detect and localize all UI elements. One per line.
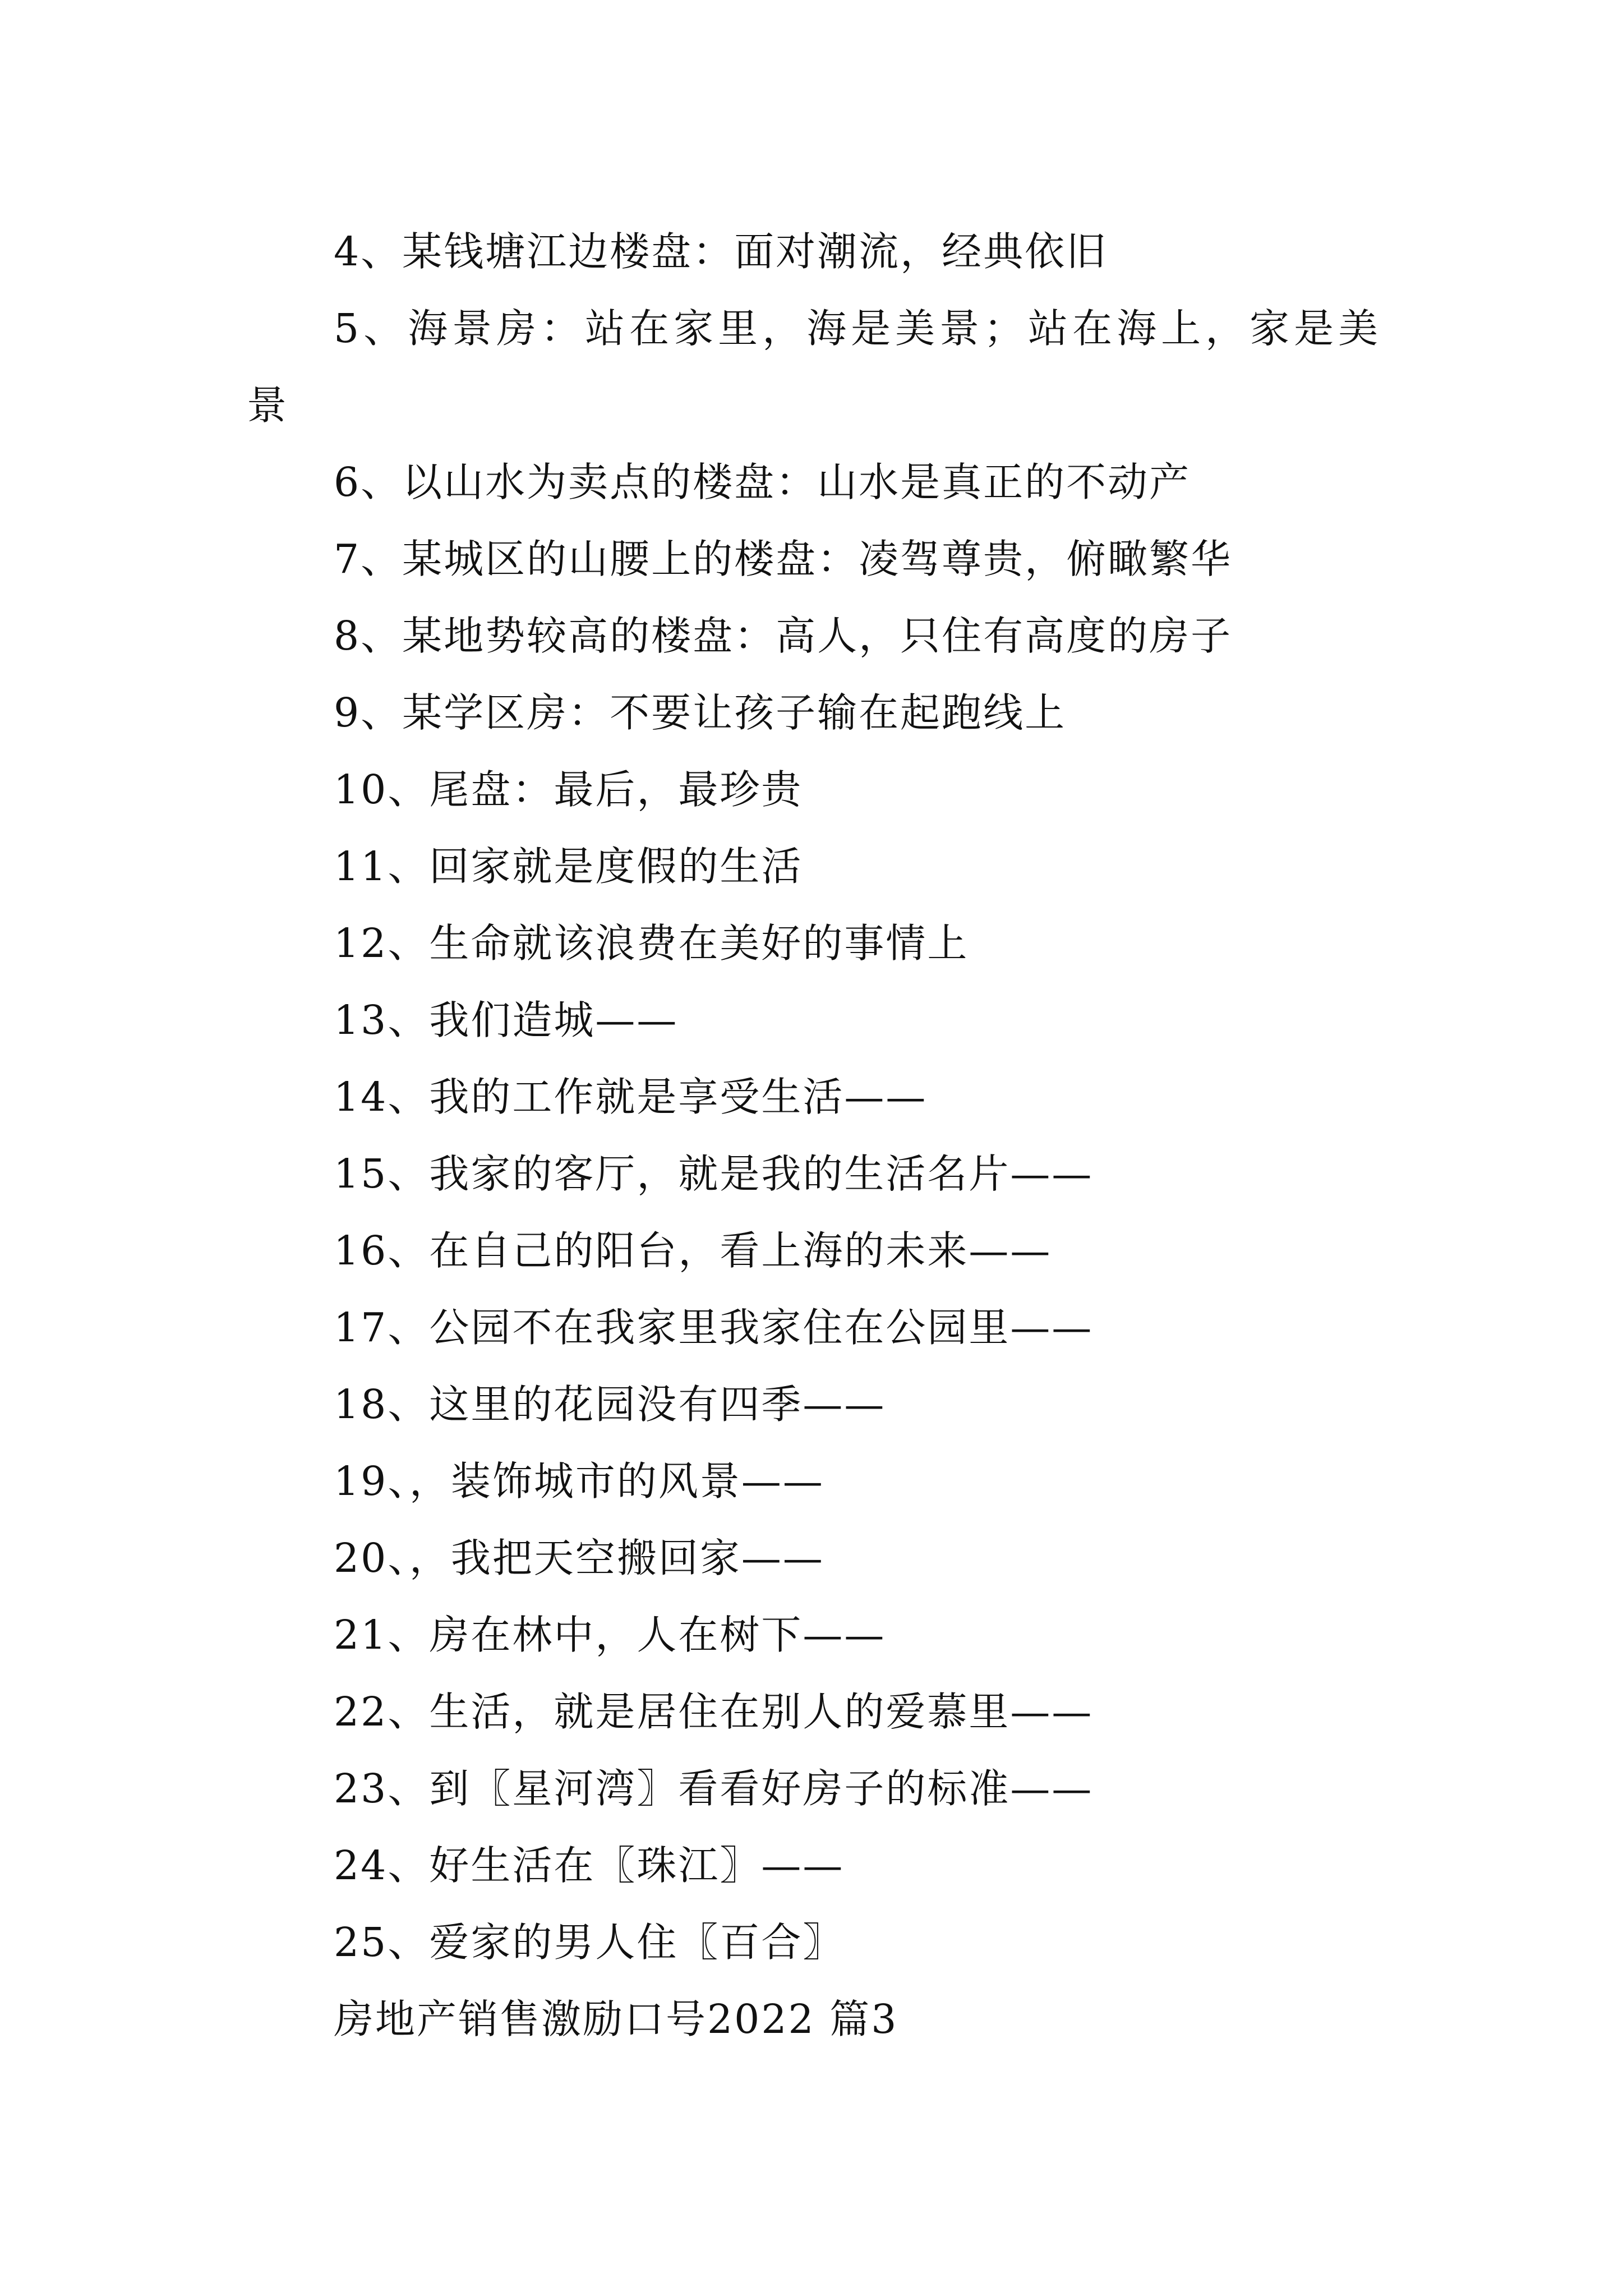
- list-item: 10、尾盘：最后，最珍贵: [334, 766, 803, 813]
- list-item: 12、生命就该浪费在美好的事情上: [334, 920, 969, 967]
- list-item: 22、生活，就是居住在别人的爱慕里——: [334, 1688, 1094, 1735]
- list-item: 13、我们造城——: [334, 997, 679, 1043]
- list-item: 20、，我把天空搬回家——: [334, 1535, 824, 1581]
- list-item: 19、，装饰城市的风景——: [334, 1458, 824, 1504]
- list-item: 17、公园不在我家里我家住在公园里——: [334, 1304, 1094, 1351]
- list-item: 21、房在林中，人在树下——: [334, 1612, 886, 1658]
- document-body: [247, 213, 1396, 2058]
- list-item: 25、爱家的男人住〖百合〗: [334, 1919, 845, 1966]
- list-item: 18、这里的花园没有四季——: [334, 1381, 886, 1428]
- list-item: 7、某城区的山腰上的楼盘：凌驾尊贵，俯瞰繁华: [334, 536, 1233, 582]
- section-heading: 房地产销售激励口号2022 篇3: [334, 1996, 898, 2042]
- list-item: 16、在自己的阳台，看上海的未来——: [334, 1227, 1052, 1274]
- list-item: 6、以山水为卖点的楼盘：山水是真正的不动产: [334, 459, 1191, 505]
- list-item: 14、我的工作就是享受生活——: [334, 1074, 928, 1120]
- list-item: 24、好生活在〖珠江〗——: [334, 1842, 845, 1889]
- list-item: 4、某钱塘江边楼盘：面对潮流，经典依旧: [334, 228, 1108, 275]
- list-item: 11、回家就是度假的生活: [334, 843, 803, 890]
- list-item: 8、某地势较高的楼盘：高人，只住有高度的房子: [334, 613, 1233, 659]
- list-item: 23、到〖星河湾〗看看好房子的标准——: [334, 1765, 1094, 1812]
- list-item: 15、我家的客厅，就是我的生活名片——: [334, 1151, 1094, 1197]
- list-item: 9、某学区房：不要让孩子输在起跑线上: [334, 689, 1067, 736]
- list-item: 5、海景房：站在家里，海是美景；站在海上，家是美景: [247, 305, 1383, 429]
